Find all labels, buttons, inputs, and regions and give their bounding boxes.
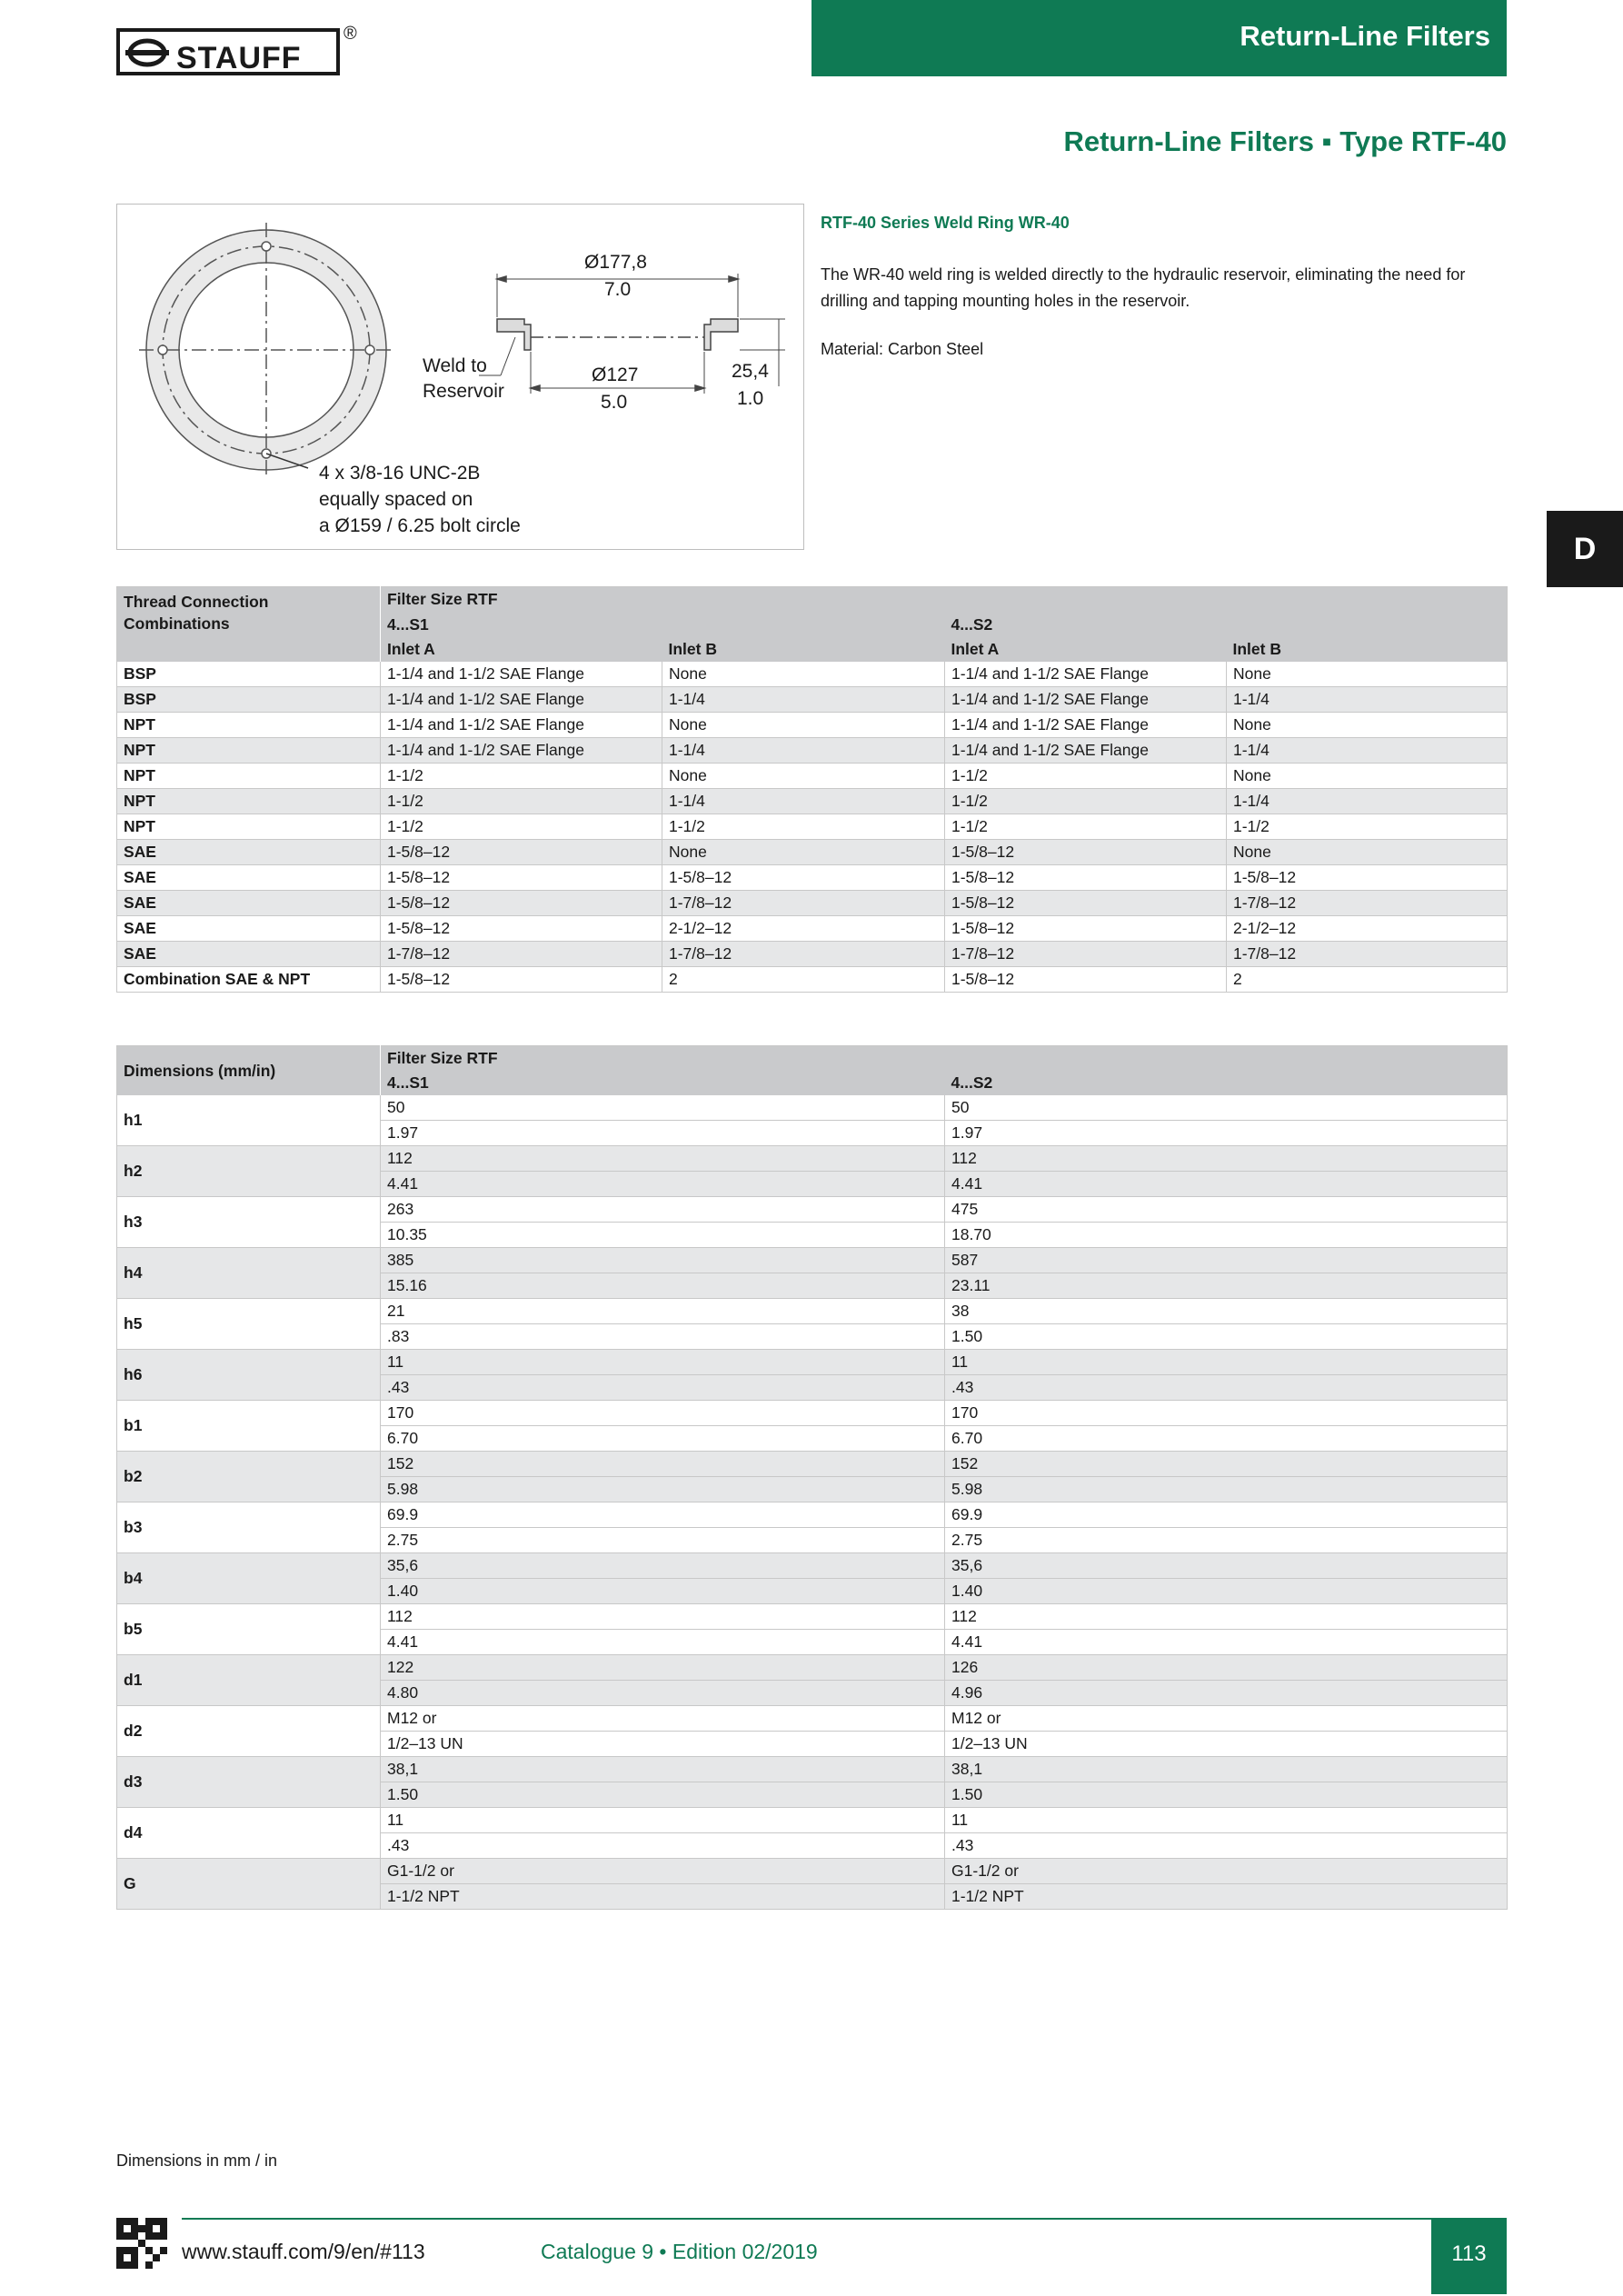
dim-table-filter-size: Filter Size RTF bbox=[381, 1046, 1508, 1072]
table-row bbox=[117, 1502, 1508, 1528]
stauff-logo bbox=[116, 24, 362, 80]
table-cell: None bbox=[1227, 662, 1508, 687]
dimension-value-s1: 11 bbox=[381, 1350, 945, 1375]
thread-type-cell: Combination SAE & NPT bbox=[117, 966, 381, 992]
thread-table-size-s2: 4...S2 bbox=[945, 613, 1508, 637]
dimension-value-s1: 6.70 bbox=[381, 1426, 945, 1452]
dimension-value-s2: G1-1/2 or bbox=[945, 1859, 1508, 1884]
dimension-value-s1: 50 bbox=[381, 1095, 945, 1121]
table-cell: 1-5/8–12 bbox=[945, 839, 1227, 864]
table-cell: 2-1/2–12 bbox=[662, 915, 945, 941]
dimension-label: d1 bbox=[117, 1655, 381, 1706]
dimension-value-s1: 263 bbox=[381, 1197, 945, 1223]
table-row bbox=[117, 1452, 1508, 1477]
dimension-value-s2: M12 or bbox=[945, 1706, 1508, 1732]
table-cell: 1-5/8–12 bbox=[381, 915, 662, 941]
registered-mark: ® bbox=[344, 24, 357, 44]
height-mm: 25,4 bbox=[732, 361, 769, 382]
table-cell: 1-1/4 bbox=[662, 686, 945, 712]
dimension-value-s2: 112 bbox=[945, 1604, 1508, 1630]
weld-ring-material: Material: Carbon Steel bbox=[821, 340, 984, 358]
dimension-value-s1: 15.16 bbox=[381, 1273, 945, 1299]
table-row bbox=[117, 1095, 1508, 1121]
table-cell: 1-5/8–12 bbox=[945, 915, 1227, 941]
dimension-value-s1: 1.97 bbox=[381, 1121, 945, 1146]
thread-table-inlet-a-s1: Inlet A bbox=[381, 637, 662, 662]
dimension-value-s1: 170 bbox=[381, 1401, 945, 1426]
table-cell: 1-7/8–12 bbox=[381, 941, 662, 966]
table-cell: 1-5/8–12 bbox=[381, 864, 662, 890]
thread-type-cell: SAE bbox=[117, 839, 381, 864]
table-row bbox=[117, 1146, 1508, 1172]
table-row bbox=[117, 1401, 1508, 1426]
dimension-value-s2: 475 bbox=[945, 1197, 1508, 1223]
header-band bbox=[812, 0, 1507, 76]
table-row bbox=[117, 788, 1508, 814]
dimension-label: d3 bbox=[117, 1757, 381, 1808]
dimension-value-s1: 21 bbox=[381, 1299, 945, 1324]
table-cell: 1-1/2 bbox=[381, 814, 662, 839]
dimension-label: G bbox=[117, 1859, 381, 1910]
footer-catalogue: Catalogue 9 • Edition 02/2019 bbox=[541, 2240, 818, 2263]
table-cell: 1-1/4 and 1-1/2 SAE Flange bbox=[945, 737, 1227, 763]
dimension-value-s2: 1.40 bbox=[945, 1579, 1508, 1604]
table-cell: 1-1/2 bbox=[1227, 814, 1508, 839]
table-cell: 1-1/4 bbox=[1227, 686, 1508, 712]
outer-diameter-mm: Ø177,8 bbox=[584, 252, 647, 273]
dimension-label: b4 bbox=[117, 1553, 381, 1604]
table-cell: 2 bbox=[662, 966, 945, 992]
table-row bbox=[117, 1757, 1508, 1782]
dimension-value-s1: 10.35 bbox=[381, 1223, 945, 1248]
thread-table-spacer bbox=[117, 637, 381, 662]
thread-table-corner: Thread Connection Combinations bbox=[117, 587, 381, 637]
table-cell: 1-5/8–12 bbox=[1227, 864, 1508, 890]
dimension-value-s1: 11 bbox=[381, 1808, 945, 1833]
table-row bbox=[117, 686, 1508, 712]
qr-code-icon bbox=[116, 2218, 167, 2269]
dimension-value-s2: 5.98 bbox=[945, 1477, 1508, 1502]
dimension-value-s1: .83 bbox=[381, 1324, 945, 1350]
table-cell: 1-1/4 and 1-1/2 SAE Flange bbox=[945, 686, 1227, 712]
dimension-value-s2: 112 bbox=[945, 1146, 1508, 1172]
page-number: 113 bbox=[1431, 2218, 1507, 2294]
table-row bbox=[117, 662, 1508, 687]
dimension-value-s2: 38 bbox=[945, 1299, 1508, 1324]
dimension-value-s1: 4.41 bbox=[381, 1172, 945, 1197]
table-row bbox=[117, 1604, 1508, 1630]
dimension-value-s2: 587 bbox=[945, 1248, 1508, 1273]
reservoir-label: Reservoir bbox=[423, 381, 504, 402]
table-cell: 1-1/4 bbox=[1227, 788, 1508, 814]
table-cell: 1-5/8–12 bbox=[381, 839, 662, 864]
table-cell: 1-1/4 bbox=[1227, 737, 1508, 763]
table-row bbox=[117, 1248, 1508, 1273]
thread-type-cell: NPT bbox=[117, 814, 381, 839]
dimension-value-s1: 1-1/2 NPT bbox=[381, 1884, 945, 1910]
dimension-label: h2 bbox=[117, 1146, 381, 1197]
dimension-value-s2: 1.97 bbox=[945, 1121, 1508, 1146]
dim-table-size-s2: 4...S2 bbox=[945, 1071, 1508, 1095]
dim-table-body bbox=[117, 1095, 1508, 1910]
table-cell: None bbox=[662, 839, 945, 864]
dimension-value-s1: G1-1/2 or bbox=[381, 1859, 945, 1884]
dimensions-footnote: Dimensions in mm / in bbox=[116, 2151, 278, 2170]
dimension-value-s2: 126 bbox=[945, 1655, 1508, 1681]
dimension-value-s1: 35,6 bbox=[381, 1553, 945, 1579]
dimension-label: h1 bbox=[117, 1095, 381, 1146]
table-cell: None bbox=[662, 763, 945, 788]
table-row bbox=[117, 1553, 1508, 1579]
table-cell: None bbox=[662, 662, 945, 687]
dimension-value-s2: 170 bbox=[945, 1401, 1508, 1426]
table-cell: 1-1/2 bbox=[945, 788, 1227, 814]
dimension-value-s1: 152 bbox=[381, 1452, 945, 1477]
bolt-note-line-3: a Ø159 / 6.25 bolt circle bbox=[319, 515, 521, 536]
table-cell: 1-7/8–12 bbox=[1227, 890, 1508, 915]
dimension-value-s2: 35,6 bbox=[945, 1553, 1508, 1579]
thread-type-cell: BSP bbox=[117, 686, 381, 712]
thread-type-cell: SAE bbox=[117, 915, 381, 941]
table-cell: 1-7/8–12 bbox=[662, 890, 945, 915]
table-cell: 1-1/2 bbox=[381, 763, 662, 788]
dimension-value-s2: .43 bbox=[945, 1375, 1508, 1401]
table-cell: 1-1/4 and 1-1/2 SAE Flange bbox=[945, 662, 1227, 687]
dimension-value-s1: 2.75 bbox=[381, 1528, 945, 1553]
table-cell: 1-5/8–12 bbox=[945, 890, 1227, 915]
dimension-label: d2 bbox=[117, 1706, 381, 1757]
table-row bbox=[117, 890, 1508, 915]
dim-table-corner: Dimensions (mm/in) bbox=[117, 1046, 381, 1096]
table-cell: 1-1/4 and 1-1/2 SAE Flange bbox=[381, 686, 662, 712]
table-row bbox=[117, 814, 1508, 839]
thread-table-size-s1: 4...S1 bbox=[381, 613, 945, 637]
thread-type-cell: NPT bbox=[117, 737, 381, 763]
table-cell: 1-1/4 and 1-1/2 SAE Flange bbox=[381, 662, 662, 687]
table-cell: 1-1/2 bbox=[662, 814, 945, 839]
table-row bbox=[117, 915, 1508, 941]
thread-type-cell: NPT bbox=[117, 788, 381, 814]
dim-table-size-s1: 4...S1 bbox=[381, 1071, 945, 1095]
table-row bbox=[117, 763, 1508, 788]
thread-type-cell: NPT bbox=[117, 712, 381, 737]
dimension-value-s2: 11 bbox=[945, 1350, 1508, 1375]
thread-type-cell: SAE bbox=[117, 864, 381, 890]
dimension-label: h5 bbox=[117, 1299, 381, 1350]
dimension-value-s1: 69.9 bbox=[381, 1502, 945, 1528]
weld-ring-title: RTF-40 Series Weld Ring WR-40 bbox=[821, 214, 1070, 232]
thread-table-inlet-b-s2: Inlet B bbox=[1227, 637, 1508, 662]
dimension-label: h3 bbox=[117, 1197, 381, 1248]
weld-to-label: Weld to bbox=[423, 355, 487, 376]
dimension-label: b5 bbox=[117, 1604, 381, 1655]
table-cell: 1-1/4 and 1-1/2 SAE Flange bbox=[945, 712, 1227, 737]
dimension-value-s1: .43 bbox=[381, 1833, 945, 1859]
table-cell: 1-5/8–12 bbox=[381, 966, 662, 992]
dimension-value-s2: 1/2–13 UN bbox=[945, 1732, 1508, 1757]
table-cell: None bbox=[1227, 712, 1508, 737]
table-row bbox=[117, 712, 1508, 737]
thread-table-filter-size: Filter Size RTF bbox=[381, 587, 1508, 613]
weld-ring-description: The WR-40 weld ring is welded directly to the hydraulic reservoir, eliminating the need for drilling and tapping mounting holes in the reservoir. bbox=[821, 265, 1466, 310]
table-cell: None bbox=[662, 712, 945, 737]
thread-table-body bbox=[117, 662, 1508, 993]
dimension-value-s2: 152 bbox=[945, 1452, 1508, 1477]
table-cell: 1-7/8–12 bbox=[1227, 941, 1508, 966]
table-row bbox=[117, 1299, 1508, 1324]
table-cell: None bbox=[1227, 763, 1508, 788]
bolt-note-line-2: equally spaced on bbox=[319, 489, 473, 510]
thread-type-cell: SAE bbox=[117, 941, 381, 966]
dimension-value-s1: 112 bbox=[381, 1146, 945, 1172]
table-cell: 1-1/2 bbox=[945, 814, 1227, 839]
dimension-value-s1: 4.41 bbox=[381, 1630, 945, 1655]
dimension-value-s2: 23.11 bbox=[945, 1273, 1508, 1299]
dimension-value-s2: 38,1 bbox=[945, 1757, 1508, 1782]
dimension-label: b2 bbox=[117, 1452, 381, 1502]
page-title: Return-Line Filters ▪ Type RTF-40 bbox=[1063, 125, 1507, 157]
table-row bbox=[117, 737, 1508, 763]
thread-type-cell: SAE bbox=[117, 890, 381, 915]
logo-frame bbox=[116, 28, 340, 75]
table-cell: 1-1/2 bbox=[381, 788, 662, 814]
table-cell: 1-5/8–12 bbox=[662, 864, 945, 890]
dimension-value-s1: 1.50 bbox=[381, 1782, 945, 1808]
dimension-label: b1 bbox=[117, 1401, 381, 1452]
section-tab: D bbox=[1547, 511, 1623, 587]
table-row bbox=[117, 966, 1508, 992]
table-cell: 2 bbox=[1227, 966, 1508, 992]
brand-name: STAUFF bbox=[176, 41, 302, 75]
dimension-label: h6 bbox=[117, 1350, 381, 1401]
table-cell: 1-7/8–12 bbox=[945, 941, 1227, 966]
dimension-value-s2: 4.41 bbox=[945, 1630, 1508, 1655]
table-cell: 1-1/2 bbox=[945, 763, 1227, 788]
table-row bbox=[117, 941, 1508, 966]
dimension-label: d4 bbox=[117, 1808, 381, 1859]
table-cell: None bbox=[1227, 839, 1508, 864]
dimension-value-s1: 122 bbox=[381, 1655, 945, 1681]
table-row bbox=[117, 1655, 1508, 1681]
dimension-value-s1: 385 bbox=[381, 1248, 945, 1273]
dimension-value-s1: 1.40 bbox=[381, 1579, 945, 1604]
table-row bbox=[117, 839, 1508, 864]
dimension-value-s2: 2.75 bbox=[945, 1528, 1508, 1553]
table-row bbox=[117, 1808, 1508, 1833]
inner-diameter-in: 5.0 bbox=[601, 392, 628, 413]
table-cell: 2-1/2–12 bbox=[1227, 915, 1508, 941]
dimension-value-s1: .43 bbox=[381, 1375, 945, 1401]
table-row bbox=[117, 864, 1508, 890]
table-cell: 1-1/4 and 1-1/2 SAE Flange bbox=[381, 712, 662, 737]
dimension-value-s1: M12 or bbox=[381, 1706, 945, 1732]
table-cell: 1-5/8–12 bbox=[381, 890, 662, 915]
dimension-value-s2: 11 bbox=[945, 1808, 1508, 1833]
dimension-value-s2: 1.50 bbox=[945, 1782, 1508, 1808]
dimension-value-s2: 69.9 bbox=[945, 1502, 1508, 1528]
footer-url[interactable]: www.stauff.com/9/en/#113 bbox=[182, 2240, 425, 2263]
bolt-note-line-1: 4 x 3/8-16 UNC-2B bbox=[319, 463, 481, 484]
inner-diameter-mm: Ø127 bbox=[592, 364, 639, 385]
table-row bbox=[117, 1706, 1508, 1732]
section-title: Return-Line Filters bbox=[1240, 20, 1490, 52]
logo-symbol-icon bbox=[125, 36, 169, 69]
table-row bbox=[117, 1197, 1508, 1223]
outer-diameter-in: 7.0 bbox=[604, 279, 632, 300]
dimension-label: b3 bbox=[117, 1502, 381, 1553]
dimension-label: h4 bbox=[117, 1248, 381, 1299]
dimensions-table bbox=[116, 1045, 1508, 1910]
footer-divider bbox=[182, 2218, 1431, 2220]
dimension-value-s2: .43 bbox=[945, 1833, 1508, 1859]
dimension-value-s2: 50 bbox=[945, 1095, 1508, 1121]
ring-front-view bbox=[139, 223, 393, 477]
table-row bbox=[117, 1859, 1508, 1884]
dimension-value-s1: 5.98 bbox=[381, 1477, 945, 1502]
table-cell: 1-1/4 and 1-1/2 SAE Flange bbox=[381, 737, 662, 763]
table-cell: 1-5/8–12 bbox=[945, 864, 1227, 890]
thread-type-cell: NPT bbox=[117, 763, 381, 788]
height-in: 1.0 bbox=[737, 388, 764, 409]
dimension-value-s1: 38,1 bbox=[381, 1757, 945, 1782]
dimension-value-s2: 18.70 bbox=[945, 1223, 1508, 1248]
dimension-value-s2: 4.41 bbox=[945, 1172, 1508, 1197]
dimension-value-s2: 1.50 bbox=[945, 1324, 1508, 1350]
dimension-value-s1: 112 bbox=[381, 1604, 945, 1630]
table-row bbox=[117, 1350, 1508, 1375]
thread-table-inlet-b-s1: Inlet B bbox=[662, 637, 945, 662]
table-cell: 1-1/4 bbox=[662, 788, 945, 814]
dimension-value-s1: 4.80 bbox=[381, 1681, 945, 1706]
table-cell: 1-1/4 bbox=[662, 737, 945, 763]
dimension-value-s2: 6.70 bbox=[945, 1426, 1508, 1452]
dimension-value-s2: 4.96 bbox=[945, 1681, 1508, 1706]
thread-connection-table bbox=[116, 586, 1508, 993]
table-cell: 1-7/8–12 bbox=[662, 941, 945, 966]
dimension-value-s2: 1-1/2 NPT bbox=[945, 1884, 1508, 1910]
dimension-value-s1: 1/2–13 UN bbox=[381, 1732, 945, 1757]
table-cell: 1-5/8–12 bbox=[945, 966, 1227, 992]
thread-table-inlet-a-s2: Inlet A bbox=[945, 637, 1227, 662]
weld-ring-drawing bbox=[116, 204, 804, 550]
thread-type-cell: BSP bbox=[117, 662, 381, 687]
